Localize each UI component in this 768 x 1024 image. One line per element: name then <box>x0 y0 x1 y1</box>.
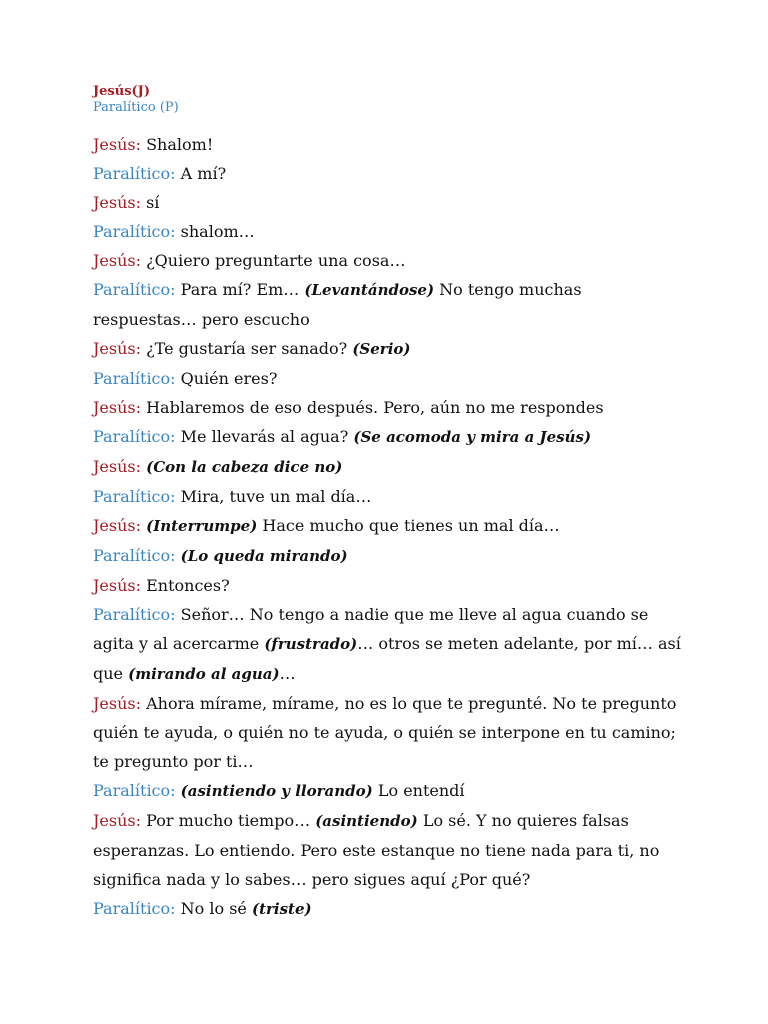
line-text: Quién eres? <box>180 369 278 388</box>
speaker-jesus: Jesús: <box>93 811 141 830</box>
speaker-paralitico: Paralítico: <box>93 546 176 565</box>
line-text: Hace mucho que tienes un mal día… <box>257 516 560 535</box>
speaker-jesus: Jesús: <box>93 516 141 535</box>
line-text: Lo entendí <box>372 781 465 800</box>
speaker-paralitico: Paralítico: <box>93 487 176 506</box>
speaker-jesus: Jesús: <box>93 251 141 270</box>
stage-direction: (mirando al agua) <box>128 665 280 683</box>
line-text: Ahora mírame, mírame, no es lo que te pregunté. No te pregunto quién te ayuda, o quién no te ayuda, o quién se interpone en tu camino; te pregunto por ti… <box>93 694 677 771</box>
stage-direction: (Con la cabeza dice no) <box>146 458 343 476</box>
line-text: No tengo muchas respuestas… pero escucho <box>93 280 582 329</box>
dialogue-line <box>93 334 683 364</box>
dialogue-line <box>93 806 683 894</box>
dialogue-line <box>93 246 683 275</box>
dialogue-line <box>93 452 683 482</box>
stage-direction: (Lo queda mirando) <box>180 547 348 565</box>
stage-direction: (Serio) <box>352 340 411 358</box>
speaker-jesus: Jesús: <box>93 135 141 154</box>
dialogue <box>93 130 683 924</box>
dialogue-line <box>93 894 683 924</box>
stage-direction: (Levantándose) <box>304 281 435 299</box>
line-text: Lo sé. Y no quieres falsas esperanzas. Lo entiendo. Pero este estanque no tiene nada para ti, no significa nada y lo sabes… pero sigues aquí ¿Por qué? <box>93 811 660 889</box>
speaker-paralitico: Paralítico: <box>93 427 176 446</box>
dialogue-line <box>93 541 683 571</box>
dialogue-line <box>93 159 683 188</box>
line-text: Entonces? <box>146 576 230 595</box>
stage-direction: (asintiendo y llorando) <box>180 782 373 800</box>
line-text: Me llevarás al agua? <box>180 427 354 446</box>
speaker-paralitico: Paralítico: <box>93 605 176 624</box>
speaker-jesus: Jesús: <box>93 339 141 358</box>
dialogue-line <box>93 600 683 689</box>
cast-jesus: Jesús(J) <box>93 84 150 99</box>
cast-list <box>93 84 179 116</box>
line-text: A mí? <box>180 164 227 183</box>
speaker-jesus: Jesús: <box>93 193 141 212</box>
stage-direction: (Se acomoda y mira a Jesús) <box>353 428 592 446</box>
line-text: No lo sé <box>180 899 252 918</box>
line-text: Para mí? Em… <box>180 280 305 299</box>
speaker-paralitico: Paralítico: <box>93 164 176 183</box>
dialogue-line <box>93 393 683 422</box>
line-text: sí <box>146 193 160 212</box>
line-text: Por mucho tiempo… <box>146 811 316 830</box>
line-text: shalom… <box>180 222 255 241</box>
dialogue-line <box>93 511 683 541</box>
line-text: ¿Quiero preguntarte una cosa… <box>146 251 406 270</box>
speaker-paralitico: Paralítico: <box>93 280 176 299</box>
stage-direction: (frustrado) <box>264 635 358 653</box>
speaker-paralitico: Paralítico: <box>93 899 176 918</box>
speaker-jesus: Jesús: <box>93 457 141 476</box>
line-text: … <box>279 664 296 683</box>
speaker-paralitico: Paralítico: <box>93 222 176 241</box>
dialogue-line <box>93 776 683 806</box>
dialogue-line <box>93 364 683 393</box>
speaker-jesus: Jesús: <box>93 398 141 417</box>
speaker-jesus: Jesús: <box>93 576 141 595</box>
speaker-paralitico: Paralítico: <box>93 781 176 800</box>
dialogue-line <box>93 571 683 600</box>
dialogue-line <box>93 689 683 776</box>
stage-direction: (Interrumpe) <box>146 517 258 535</box>
line-text: Shalom! <box>146 135 214 154</box>
dialogue-line <box>93 275 683 334</box>
line-text: Hablaremos de eso después. Pero, aún no me respondes <box>146 398 604 417</box>
line-text: Señor… No tengo a nadie que me lleve al agua cuando se agita y al acercarme <box>93 605 649 653</box>
dialogue-line <box>93 130 683 159</box>
dialogue-line <box>93 422 683 452</box>
line-text: … otros se meten adelante, por mí… así que <box>93 634 681 683</box>
stage-direction: (asintiendo) <box>315 812 418 830</box>
speaker-jesus: Jesús: <box>93 694 141 713</box>
line-text: ¿Te gustaría ser sanado? <box>146 339 353 358</box>
stage-direction: (triste) <box>251 900 312 918</box>
cast-paralitico: Paralítico (P) <box>93 100 179 115</box>
dialogue-line <box>93 188 683 217</box>
dialogue-line <box>93 217 683 246</box>
line-text: Mira, tuve un mal día… <box>180 487 372 506</box>
speaker-paralitico: Paralítico: <box>93 369 176 388</box>
dialogue-line <box>93 482 683 511</box>
